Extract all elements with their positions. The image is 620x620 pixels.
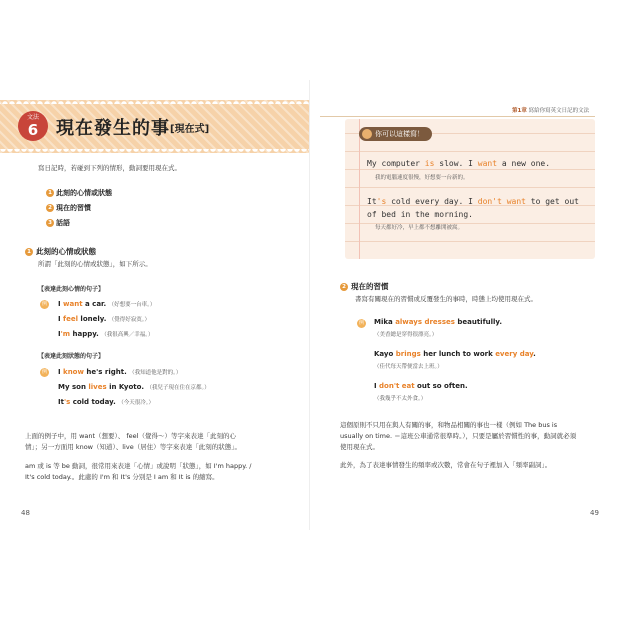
number-dot: 2 xyxy=(340,283,348,291)
example-sentence xyxy=(374,350,536,358)
paragraph-line: It's cold today.。此處的 I'm 和 It's 分別是 I am 和 It is 的縮寫。 xyxy=(25,473,219,481)
lesson-badge-label: 文法 xyxy=(26,114,39,121)
section-title: 現在的習慣 xyxy=(351,282,389,291)
example-translation: （我很高興／幸福。） xyxy=(101,332,154,338)
example-marker-icon: 例 xyxy=(358,320,364,326)
running-head-title: 寫給你寫英文日記的文法 xyxy=(528,108,590,114)
card-text: My computer xyxy=(367,159,425,168)
page-number-right: 49 xyxy=(590,509,599,517)
example-text: I xyxy=(374,382,380,390)
example-text: cold today. xyxy=(70,398,116,406)
example-text: I xyxy=(58,330,61,338)
example-text: lonely. xyxy=(78,315,107,323)
card-highlight: is xyxy=(424,159,435,168)
example-text: It xyxy=(58,398,64,406)
lesson-badge-number: 6 xyxy=(27,121,39,139)
example-highlight: always dresses xyxy=(395,318,455,326)
paragraph-line: 使用現在式。 xyxy=(340,443,379,451)
section-description: 書寫有關現在的習慣或反覆發生的事時，時態上均使用現在式。 xyxy=(355,295,537,303)
example-sentence xyxy=(58,398,154,406)
example-text: a car. xyxy=(82,300,107,308)
example-translation: （覺得好寂寞。） xyxy=(108,317,151,323)
card-sentence-continued: of bed in the morning. xyxy=(367,210,473,219)
number-dot: 1 xyxy=(46,189,54,197)
page-gutter xyxy=(309,80,310,530)
example-text: beautifully. xyxy=(454,318,502,326)
number-dot: 3 xyxy=(46,219,54,227)
card-sentence xyxy=(367,159,550,168)
example-sentence xyxy=(58,315,150,323)
example-highlight: 'm xyxy=(60,330,71,338)
example-text: I xyxy=(58,315,64,323)
example-highlight: lives xyxy=(88,383,107,391)
example-translation-line xyxy=(374,330,437,338)
card-highlight: want xyxy=(477,159,498,168)
example-text: I xyxy=(58,368,64,376)
section-description: 所謂「此刻的心情或狀態」，如下所示。 xyxy=(38,260,152,268)
section-title: 此刻的心情或狀態 xyxy=(36,247,96,256)
card-highlight: don't want xyxy=(477,197,526,206)
example-translation: （我知道他是對的。） xyxy=(129,370,182,376)
example-highlight: every day xyxy=(495,350,534,358)
example-marker-icon: 例 xyxy=(41,301,47,307)
list-item xyxy=(46,188,112,198)
example-highlight: don't eat xyxy=(379,382,415,390)
example-translation: （佳代每天帶便當去上班。） xyxy=(374,364,443,370)
example-translation: （美香總是穿得很漂亮。） xyxy=(374,332,438,338)
lesson-badge xyxy=(18,111,48,141)
card-tab-label: 你可以這樣寫！ xyxy=(375,130,424,138)
number-dot: 2 xyxy=(46,204,54,212)
example-sentence xyxy=(58,368,181,376)
example-translation-line xyxy=(374,394,426,402)
example-translation-line xyxy=(374,362,443,370)
card-tab xyxy=(359,127,432,141)
example-marker-icon: 例 xyxy=(41,369,47,375)
example-text: in Kyoto. xyxy=(106,383,145,391)
example-text: Mika xyxy=(374,318,396,326)
paragraph-line: 上面的例子中，用 want（想要）、 feel（覺得～）等字來表達「此刻的心 xyxy=(25,432,236,440)
banner-edge-top xyxy=(0,99,309,104)
example-highlight: know xyxy=(63,368,84,376)
example-highlight: feel xyxy=(63,315,78,323)
example-translation: （今天很冷。） xyxy=(118,400,154,406)
example-highlight: brings xyxy=(395,350,421,358)
section-heading xyxy=(340,281,389,292)
list-item-label: 此刻的心情或狀態 xyxy=(56,189,112,197)
example-sentence xyxy=(58,300,155,308)
example-card xyxy=(345,119,595,259)
card-text: slow. I xyxy=(434,159,478,168)
intro-text: 寫日記時，若碰到下列的情形，動詞要用現在式。 xyxy=(38,164,181,172)
example-text: I xyxy=(58,300,64,308)
running-head xyxy=(512,106,589,114)
list-item-label: 話語 xyxy=(56,219,70,227)
card-text: a new one. xyxy=(497,159,551,168)
banner-edge-bottom xyxy=(0,149,309,154)
lesson-banner xyxy=(0,100,309,153)
example-text: happy. xyxy=(70,330,99,338)
list-item-label: 現在的習慣 xyxy=(56,204,91,212)
lesson-title: 現在發生的事 xyxy=(56,118,170,139)
example-sentence xyxy=(58,330,154,338)
card-translation: 每天都好冷，早上都不想離開被窩。 xyxy=(375,225,464,231)
example-text: her lunch to work xyxy=(420,350,496,358)
header-rule xyxy=(320,116,595,117)
page-number-left: 48 xyxy=(21,509,30,517)
example-translation: （我兒子現在住在京都。） xyxy=(146,385,210,391)
paragraph-line: 此外，為了表達事情發生的頻率或次數，常會在句子裡加入「頻率副詞」。 xyxy=(340,461,552,469)
paragraph-line: 情」；另一方面用 know（知道）、live（居住）等字來表達「此刻的狀態」。 xyxy=(25,443,241,451)
list-item xyxy=(46,203,91,213)
example-sentence xyxy=(374,382,468,390)
subheading: 【表達此刻心情的句子】 xyxy=(38,286,105,293)
card-text: to get out xyxy=(525,197,579,206)
example-sentence xyxy=(374,318,502,326)
card-highlight: 's xyxy=(376,197,387,206)
card-translation: 我的電腦速度很慢，好想要一台新的。 xyxy=(375,175,469,181)
subheading: 【表達此刻狀態的句子】 xyxy=(38,353,105,360)
example-text: out so often. xyxy=(414,382,468,390)
example-translation: （我幾乎不太外食。） xyxy=(374,396,427,402)
example-text: My son xyxy=(58,383,89,391)
section-heading xyxy=(25,246,96,257)
paragraph-line: 這個原則不只用在與人有關的事，和物品相關的事也一樣（例如 The bus is xyxy=(340,421,558,429)
card-text: cold every day. I xyxy=(386,197,478,206)
lesson-tag: [現在式] xyxy=(170,124,210,135)
example-text: . xyxy=(533,350,536,358)
example-text: Kayo xyxy=(374,350,396,358)
card-margin-line xyxy=(359,119,360,259)
list-item xyxy=(46,218,70,228)
running-head-chapter: 第1章 xyxy=(512,108,527,114)
example-highlight: want xyxy=(63,300,83,308)
pen-icon xyxy=(362,129,372,139)
paragraph-line: am 或 is 等 be 動詞，很常用來表達「心情」或說明「狀態」，如 I'm happy. / xyxy=(25,462,252,470)
paragraph-line: usually on time. ＝這班公車通常很準時。），只要是屬於習慣性的事，動詞就必須 xyxy=(340,432,577,440)
example-text: he's right. xyxy=(83,368,127,376)
card-text: It xyxy=(367,197,377,206)
number-dot: 1 xyxy=(25,248,33,256)
card-sentence xyxy=(367,197,579,206)
example-highlight: 's xyxy=(63,398,71,406)
example-translation: （好想要一台車。） xyxy=(108,302,156,308)
example-sentence xyxy=(58,383,210,391)
